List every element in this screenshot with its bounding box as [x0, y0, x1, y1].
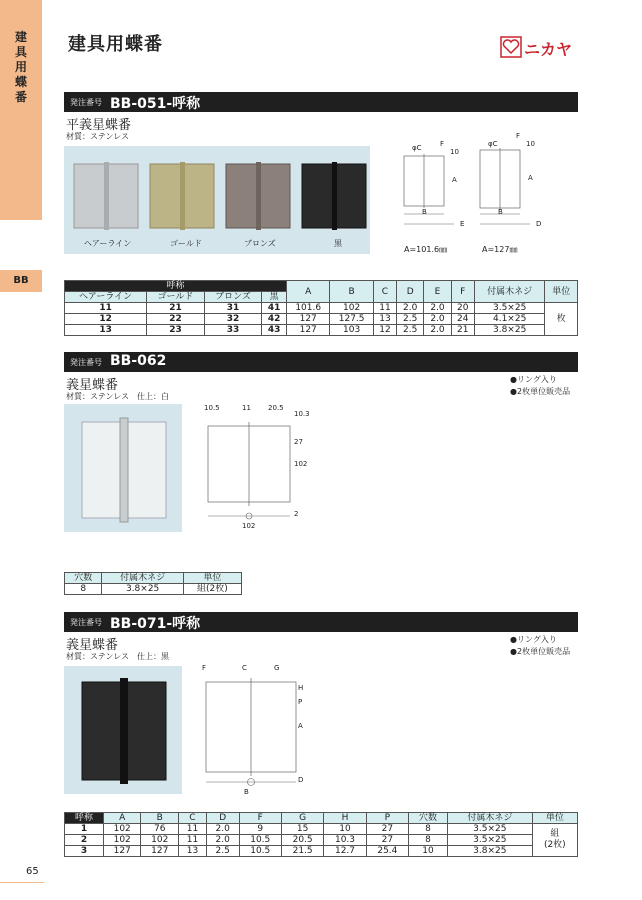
section-header-bb051 [64, 92, 578, 112]
dim-label-phi-c-2: φC [488, 140, 498, 148]
table-cell: 11 [179, 835, 207, 846]
col-header-gold: ゴールド [147, 292, 205, 303]
table-group-header: 呼称 [65, 281, 287, 292]
col-header-d: D [206, 813, 239, 824]
spec-table-bb051 [64, 280, 578, 336]
table-cell: 10 [324, 824, 366, 835]
table-cell: 9 [239, 824, 281, 835]
table-cell: 23 [147, 325, 205, 336]
table-row [65, 835, 578, 846]
col-header-black: 黒 [262, 292, 287, 303]
product-code: BB-051-呼称 [110, 96, 201, 112]
dim-label-h: H [298, 684, 304, 692]
table-cell: 組(2枚) [183, 584, 241, 595]
dim-label-20-5: 20.5 [268, 404, 284, 412]
dim-label-2: 2 [294, 510, 299, 518]
table-cell: 101.6 [287, 303, 330, 314]
col-header-holes: 穴数 [409, 813, 448, 824]
product-code: BB-071-呼称 [110, 616, 201, 632]
col-header-unit: 単位 [545, 281, 578, 303]
table-cell: 2.0 [424, 325, 451, 336]
col-header-e: E [424, 281, 451, 303]
table-cell: 4.1×25 [474, 314, 545, 325]
col-header-f: F [239, 813, 281, 824]
section-header-bb062 [64, 352, 578, 372]
dim-label-c: C [242, 664, 247, 672]
table-cell: 13 [373, 314, 396, 325]
table-cell: 12 [373, 325, 396, 336]
table-row [65, 314, 578, 325]
col-header-screw: 付属木ネジ [448, 813, 533, 824]
table-cell: 8 [65, 584, 102, 595]
dim-label-102-vertical: 102 [294, 460, 308, 468]
dim-label-10-3: 10.3 [294, 410, 310, 418]
col-header-hairline: ヘアーライン [65, 292, 147, 303]
table-cell: 127 [141, 846, 179, 857]
table-cell: 15 [281, 824, 323, 835]
table-cell: 10.5 [239, 835, 281, 846]
table-cell: 43 [262, 325, 287, 336]
table-unit-cell: 枚 [545, 303, 578, 336]
page-number-rule [0, 882, 44, 883]
table-cell: 31 [204, 303, 261, 314]
table-cell: 21.5 [281, 846, 323, 857]
table-cell: 127 [287, 325, 330, 336]
table-cell: 33 [204, 325, 261, 336]
table-row [65, 846, 578, 857]
col-header-a: A [287, 281, 330, 303]
dim-label-f: F [202, 664, 207, 672]
col-header-h: H [324, 813, 366, 824]
table-cell: 3.5×25 [448, 824, 533, 835]
technical-drawing-bb051 [390, 132, 580, 260]
table-cell: 24 [451, 314, 474, 325]
table-cell: 2.5 [397, 314, 424, 325]
table-row [65, 303, 578, 314]
table-cell: 2.0 [424, 303, 451, 314]
table-cell: 22 [147, 314, 205, 325]
table-cell: 102 [330, 303, 373, 314]
dim-label-27: 27 [294, 438, 303, 446]
table-cell: 3 [65, 846, 104, 857]
table-cell: 127.5 [330, 314, 373, 325]
table-cell: 42 [262, 314, 287, 325]
product-photo-bb062 [64, 404, 182, 532]
brand-name: ニカヤ [524, 40, 573, 59]
drawing-caption-127: A=127㎜ [482, 245, 518, 254]
product-material: 材質：ステンレス 仕上：黒 [66, 652, 169, 661]
side-code-tab: BB [0, 270, 42, 292]
table-cell: 2.0 [206, 824, 239, 835]
dim-label-f: F [440, 140, 445, 148]
brand-logo [500, 36, 580, 59]
table-cell: 25.4 [366, 846, 408, 857]
table-cell: 20.5 [281, 835, 323, 846]
dim-label-a: A [298, 722, 303, 730]
dim-label-g: G [274, 664, 280, 672]
product-note-sold-pair: ●2枚単位販売品 [510, 647, 571, 656]
hinge-bronze-image [226, 162, 290, 230]
col-header-f: F [451, 281, 474, 303]
table-cell: 10.5 [239, 846, 281, 857]
col-header-c: C [179, 813, 207, 824]
product-note-sold-pair: ●2枚単位販売品 [510, 387, 571, 396]
finish-caption-bronze: ブロンズ [244, 239, 276, 248]
col-header-holes: 穴数 [65, 573, 102, 584]
table-row [65, 584, 242, 595]
table-cell: 2.0 [206, 835, 239, 846]
product-material: 材質：ステンレス 仕上：白 [66, 392, 169, 401]
product-name: 義星蝶番 [66, 638, 119, 653]
dim-label-p: P [298, 698, 303, 706]
col-header-b: B [141, 813, 179, 824]
section-header-bb071 [64, 612, 578, 632]
col-header-p: P [366, 813, 408, 824]
table-cell: 3.8×25 [474, 325, 545, 336]
table-cell: 10.3 [324, 835, 366, 846]
dim-label-e: E [460, 220, 465, 228]
table-unit-cell: 組 (2枚) [532, 824, 577, 857]
table-cell: 20 [451, 303, 474, 314]
finish-caption-gold: ゴールド [170, 239, 202, 248]
dim-label-b: B [422, 208, 427, 216]
col-header-b: B [330, 281, 373, 303]
product-material: 材質：ステンレス [66, 132, 129, 141]
col-header-g: G [281, 813, 323, 824]
table-cell: 12.7 [324, 846, 366, 857]
table-row [65, 824, 578, 835]
dim-label-d: D [536, 220, 542, 228]
spec-table-bb062 [64, 572, 242, 595]
table-cell: 76 [141, 824, 179, 835]
order-number-label: 発注番号 [70, 98, 102, 107]
table-cell: 102 [141, 835, 179, 846]
table-cell: 11 [373, 303, 396, 314]
col-header-screw: 付属木ネジ [102, 573, 183, 584]
table-cell: 127 [103, 846, 141, 857]
dim-label-b: B [244, 788, 249, 796]
dim-label-b-2: B [498, 208, 503, 216]
hinge-black-image [302, 162, 366, 230]
table-cell: 1 [65, 824, 104, 835]
table-cell: 2.0 [424, 314, 451, 325]
table-cell: 3.5×25 [448, 835, 533, 846]
table-cell: 3.5×25 [474, 303, 545, 314]
order-number-label: 発注番号 [70, 358, 102, 367]
table-cell: 2.0 [397, 303, 424, 314]
technical-drawing-bb062 [198, 404, 308, 532]
page-number: 65 [26, 866, 39, 877]
table-row [65, 325, 578, 336]
drawing-caption-1016: A=101.6㎜ [404, 245, 448, 254]
finish-caption-hairline: ヘアーライン [84, 239, 132, 248]
product-note-ring: ●リング入り [510, 375, 557, 384]
product-name: 義星蝶番 [66, 378, 119, 393]
table-cell: 13 [65, 325, 147, 336]
col-header-screw: 付属木ネジ [474, 281, 545, 303]
dim-label-10-2: 10 [526, 140, 535, 148]
dim-label-phi-c: φC [412, 144, 422, 152]
table-cell: 2.5 [206, 846, 239, 857]
col-header-a: A [103, 813, 141, 824]
table-cell: 2.5 [397, 325, 424, 336]
table-cell: 102 [103, 835, 141, 846]
dim-label-a-2: A [528, 174, 533, 182]
table-cell: 10 [409, 846, 448, 857]
table-cell: 102 [103, 824, 141, 835]
dim-label-102-horizontal: 102 [242, 522, 256, 530]
table-cell: 3.8×25 [102, 584, 183, 595]
table-cell: 27 [366, 835, 408, 846]
table-cell: 8 [409, 835, 448, 846]
technical-drawing-bb071 [198, 664, 310, 798]
table-cell: 3.8×25 [448, 846, 533, 857]
page-title: 建具用蝶番 [68, 34, 163, 55]
table-cell: 127 [287, 314, 330, 325]
finish-caption-black: 黒 [334, 239, 342, 248]
product-code: BB-062 [110, 353, 167, 369]
col-header-c: C [373, 281, 396, 303]
dim-label-d: D [298, 776, 304, 784]
col-header-unit: 単位 [532, 813, 577, 824]
side-category-label: 建具用蝶番 [14, 30, 27, 104]
col-header-unit: 単位 [183, 573, 241, 584]
table-cell: 13 [179, 846, 207, 857]
table-cell: 21 [451, 325, 474, 336]
table-cell: 2 [65, 835, 104, 846]
table-cell: 8 [409, 824, 448, 835]
product-photo-bb071 [64, 666, 182, 794]
product-note-ring: ●リング入り [510, 635, 557, 644]
col-header-d: D [397, 281, 424, 303]
table-cell: 32 [204, 314, 261, 325]
table-cell: 27 [366, 824, 408, 835]
col-header-call-name: 呼称 [65, 813, 104, 824]
table-cell: 12 [65, 314, 147, 325]
table-cell: 41 [262, 303, 287, 314]
hinge-hairline-image [74, 162, 138, 230]
col-header-bronze: ブロンズ [204, 292, 261, 303]
order-number-label: 発注番号 [70, 618, 102, 627]
hinge-gold-image [150, 162, 214, 230]
dim-label-a: A [452, 176, 457, 184]
spec-table-bb071 [64, 812, 578, 857]
dim-label-f-2: F [516, 132, 521, 140]
table-cell: 11 [179, 824, 207, 835]
dim-label-10-5: 10.5 [204, 404, 220, 412]
table-cell: 103 [330, 325, 373, 336]
dim-label-11: 11 [242, 404, 251, 412]
product-name: 平義星蝶番 [66, 118, 132, 133]
table-cell: 21 [147, 303, 205, 314]
table-cell: 11 [65, 303, 147, 314]
dim-label-10: 10 [450, 148, 459, 156]
